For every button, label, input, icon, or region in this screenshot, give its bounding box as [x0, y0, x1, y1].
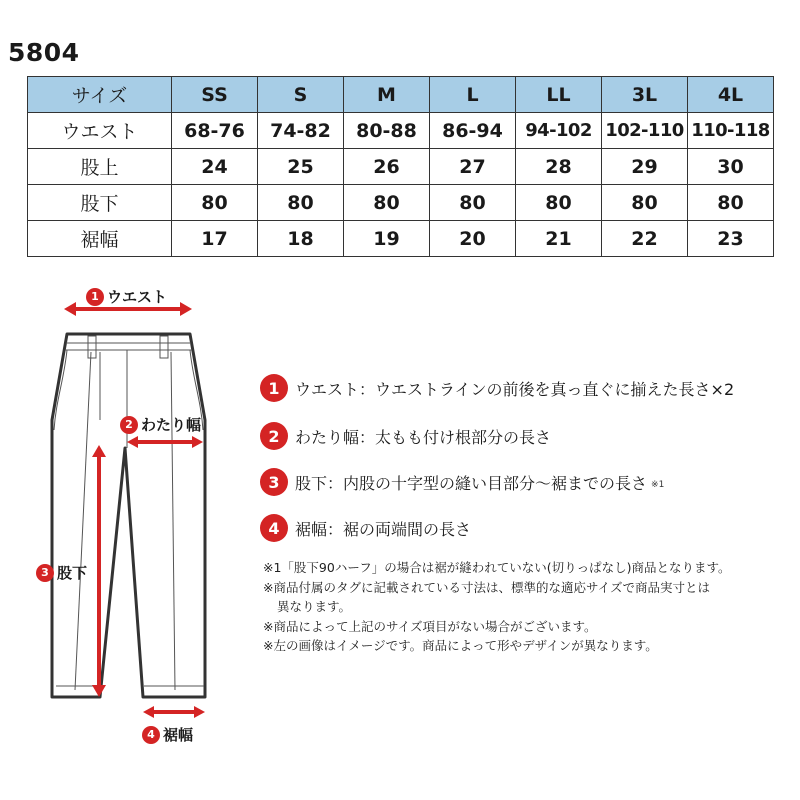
- badge-2: 2: [260, 422, 288, 450]
- footnote-ref: ※1: [651, 480, 665, 490]
- hem-arrow: [143, 706, 205, 718]
- table-cell: 74-82: [258, 113, 344, 149]
- table-cell: 24: [172, 149, 258, 185]
- badge-4: 4: [260, 514, 288, 542]
- thigh-label-text: わたり幅: [141, 416, 202, 434]
- table-cell: 22: [602, 221, 688, 257]
- inseam-label-text: 股下: [57, 564, 88, 582]
- table-cell: 80: [258, 185, 344, 221]
- header-cell: M: [344, 77, 430, 113]
- header-cell: L: [430, 77, 516, 113]
- pants-diagram: [0, 270, 240, 750]
- hem-diagram-label: [142, 724, 193, 745]
- table-header-row: [28, 77, 774, 113]
- table-cell: 18: [258, 221, 344, 257]
- header-cell: S: [258, 77, 344, 113]
- badge-1: 1: [86, 288, 104, 306]
- legend-term: わたり幅: [295, 427, 360, 447]
- legend-desc: ：内股の十字型の縫い目部分〜裾までの長さ: [327, 473, 648, 493]
- table-cell: 80: [688, 185, 774, 221]
- row-label: 股上: [28, 149, 172, 185]
- table-cell: 23: [688, 221, 774, 257]
- table-row: [28, 185, 774, 221]
- legend-item-inseam: [260, 468, 664, 496]
- legend-item-hem: [260, 514, 471, 542]
- table-cell: 20: [430, 221, 516, 257]
- table-cell: 26: [344, 149, 430, 185]
- table-cell: 19: [344, 221, 430, 257]
- notes: [263, 558, 730, 656]
- waist-label-text: ウエスト: [107, 288, 168, 306]
- header-cell: サイズ: [28, 77, 172, 113]
- header-cell: LL: [516, 77, 602, 113]
- table-cell: 102-110: [602, 113, 688, 149]
- legend-desc: ：ウエストラインの前後を真っ直ぐに揃えた長さ×2: [359, 379, 735, 399]
- table-cell: 110-118: [688, 113, 774, 149]
- table-row: [28, 149, 774, 185]
- legend-desc: ：太もも付け根部分の長さ: [359, 427, 552, 447]
- pants-outline: [52, 334, 205, 697]
- table-cell: 17: [172, 221, 258, 257]
- badge-2: 2: [120, 416, 138, 434]
- header-cell: SS: [172, 77, 258, 113]
- table-cell: 86-94: [430, 113, 516, 149]
- legend-desc: ：裾の両端間の長さ: [327, 519, 472, 539]
- table-cell: 68-76: [172, 113, 258, 149]
- table-cell: 80-88: [344, 113, 430, 149]
- table-row: [28, 221, 774, 257]
- table-cell: 29: [602, 149, 688, 185]
- table-cell: 80: [516, 185, 602, 221]
- header-cell: 4L: [688, 77, 774, 113]
- inseam-diagram-label: [36, 562, 87, 583]
- size-table: [27, 76, 774, 257]
- legend-term: 股下: [295, 473, 328, 493]
- badge-3: 3: [36, 564, 54, 582]
- row-label: ウエスト: [28, 113, 172, 149]
- badge-1: 1: [260, 374, 288, 402]
- badge-3: 3: [260, 468, 288, 496]
- legend-item-thigh: [260, 422, 551, 450]
- hem-label-text: 裾幅: [163, 726, 194, 744]
- waist-diagram-label: [86, 286, 167, 307]
- table-row: [28, 113, 774, 149]
- table-cell: 21: [516, 221, 602, 257]
- note-line: 異なります。: [277, 599, 352, 614]
- table-cell: 80: [344, 185, 430, 221]
- table-cell: 80: [172, 185, 258, 221]
- legend-term: ウエスト: [295, 379, 360, 399]
- badge-4: 4: [142, 726, 160, 744]
- legend-item-waist: [260, 374, 734, 402]
- table-cell: 30: [688, 149, 774, 185]
- model-number: 5804: [8, 38, 80, 67]
- note-line: ※左の画像はイメージです。商品によって形やデザインが異なります。: [263, 638, 658, 653]
- table-cell: 28: [516, 149, 602, 185]
- note-line: ※商品によって上記のサイズ項目がない場合がございます。: [263, 618, 597, 634]
- table-cell: 27: [430, 149, 516, 185]
- table-cell: 94-102: [516, 113, 602, 149]
- thigh-diagram-label: [120, 414, 201, 435]
- note-line: ※1「股下90ハーフ」の場合は裾が縫われていない(切りっぱなし)商品となります。: [263, 560, 731, 575]
- note-line: ※商品付属のタグに記載されている寸法は、標準的な適応サイズで商品実寸とは: [263, 579, 710, 595]
- table-cell: 80: [430, 185, 516, 221]
- row-label: 裾幅: [28, 221, 172, 257]
- header-cell: 3L: [602, 77, 688, 113]
- row-label: 股下: [28, 185, 172, 221]
- table-cell: 25: [258, 149, 344, 185]
- legend-term: 裾幅: [295, 519, 328, 539]
- table-cell: 80: [602, 185, 688, 221]
